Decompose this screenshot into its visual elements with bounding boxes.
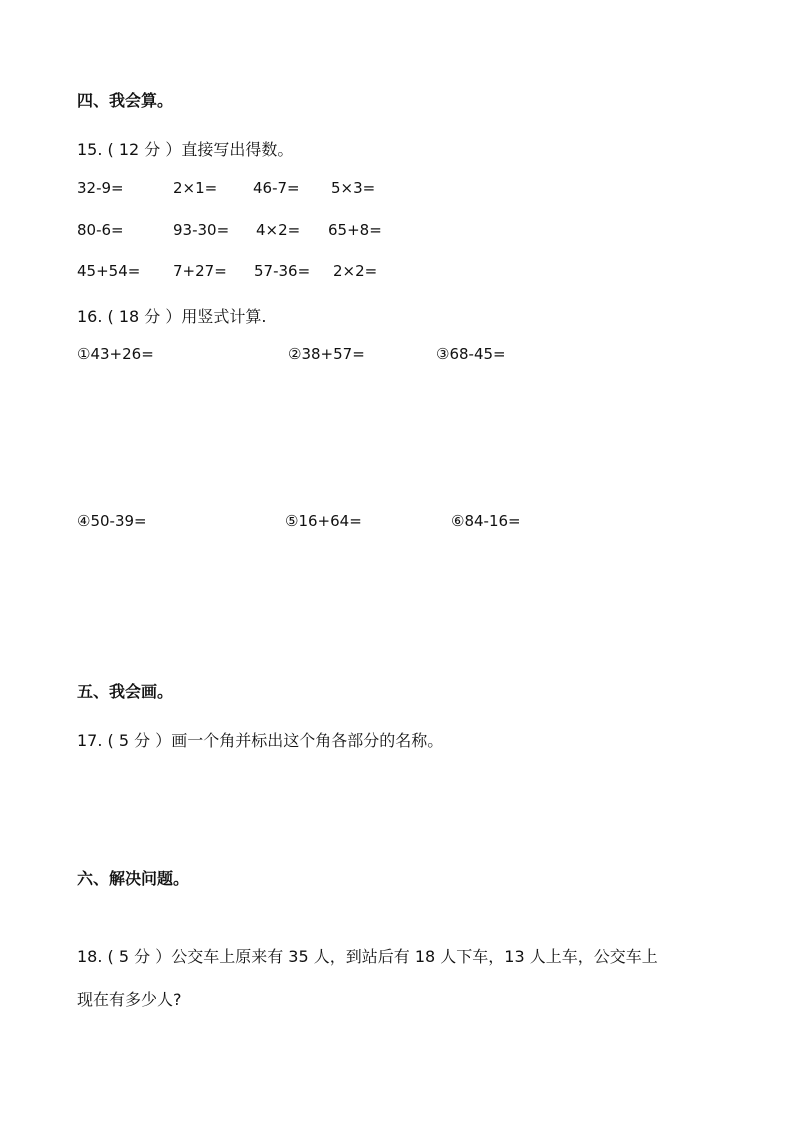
q15-item: 2×1= bbox=[173, 179, 218, 197]
q16-item: ⑥84-16= bbox=[451, 512, 521, 530]
q15-item: 2×2= bbox=[333, 262, 378, 280]
q15-item: 7+27= bbox=[173, 262, 227, 280]
q16-item: ⑤16+64= bbox=[285, 512, 362, 530]
question-18-line-1: 18. ( 5 分 ）公交车上原来有 35 人，到站后有 18 人下车，13 人上车，公交车上 bbox=[77, 947, 658, 966]
q15-item: 45+54= bbox=[77, 262, 141, 280]
q15-item: 4×2= bbox=[256, 221, 301, 239]
section-4-heading: 四、我会算。 bbox=[77, 91, 174, 110]
q15-item: 93-30= bbox=[173, 221, 230, 239]
q16-item: ②38+57= bbox=[288, 345, 365, 363]
question-18-line-2: 现在有多少人? bbox=[77, 990, 182, 1009]
q15-item: 46-7= bbox=[253, 179, 300, 197]
q15-item: 80-6= bbox=[77, 221, 124, 239]
q15-item: 57-36= bbox=[254, 262, 311, 280]
question-16-title: 16. ( 18 分 ）用竖式计算. bbox=[77, 307, 267, 326]
question-17-title: 17. ( 5 分 ）画一个角并标出这个角各部分的名称。 bbox=[77, 731, 444, 750]
q16-item: ④50-39= bbox=[77, 512, 147, 530]
q15-item: 32-9= bbox=[77, 179, 124, 197]
section-5-heading: 五、我会画。 bbox=[77, 682, 174, 701]
q16-item: ①43+26= bbox=[77, 345, 154, 363]
section-6-heading: 六、解决问题。 bbox=[77, 869, 190, 888]
q15-item: 5×3= bbox=[331, 179, 376, 197]
q15-item: 65+8= bbox=[328, 221, 382, 239]
question-15-title: 15. ( 12 分 ）直接写出得数。 bbox=[77, 140, 294, 159]
q16-item: ③68-45= bbox=[436, 345, 506, 363]
